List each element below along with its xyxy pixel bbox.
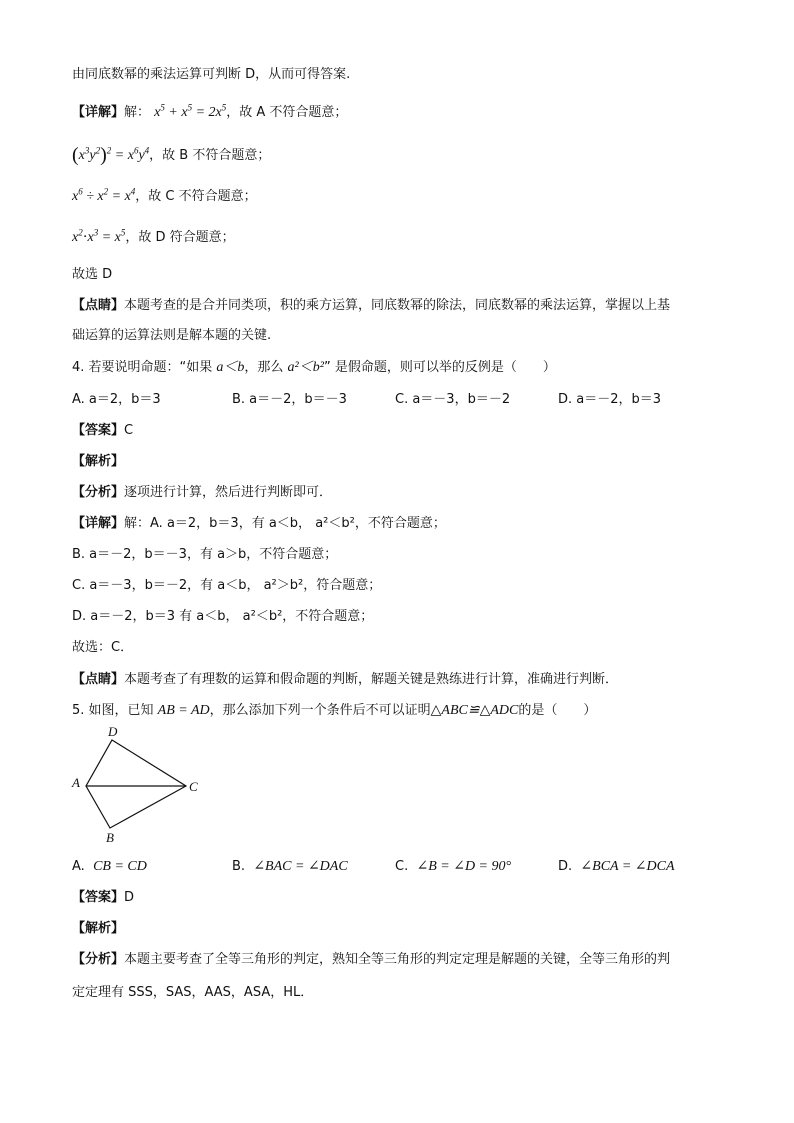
figure-outline <box>86 740 186 828</box>
option-letter: D. <box>558 859 573 874</box>
q3-detail-c <box>72 188 257 206</box>
q5-option-c <box>395 858 511 876</box>
q3-d-text: ，故 D 符合题意； <box>125 230 235 245</box>
q4-detail-2: B. a＝－2，b＝－3，有 a＞b，不符合题意； <box>72 547 338 562</box>
q4-detail-4: D. a＝－2，b＝3 有 a＜b， a²＜b²，不符合题意； <box>72 609 374 624</box>
q4-stem-a: 4. 若要说明命题：“如果 <box>72 360 217 375</box>
q4-comment <box>72 671 618 689</box>
q3-comment-1 <box>72 297 670 315</box>
comment-text: 本题考查的是合并同类项，积的乘方运算，同底数幂的除法，同底数幂的乘法运算，掌握以上基 <box>124 298 671 313</box>
analysis-text: 逐项进行计算，然后进行判断即可． <box>124 485 333 500</box>
option-expr: ∠BCA = ∠DCA <box>580 859 675 874</box>
q5-answer <box>72 889 134 907</box>
option-letter: B. <box>232 859 246 874</box>
q3-choose: 故选 D <box>72 267 113 282</box>
q5-option-d <box>558 858 675 876</box>
q4-cond1: a＜b <box>216 360 245 375</box>
q4-choose: 故选：C． <box>72 640 134 655</box>
detail-text: 解：A. a＝2，b＝3，有 a＜b， a²＜b²，不符合题意； <box>124 516 446 531</box>
option-letter: C. <box>395 859 409 874</box>
label-d: D <box>108 724 118 739</box>
q4-analysis <box>72 484 332 502</box>
option-expr: CB = CD <box>93 859 147 874</box>
quadrilateral-figure <box>68 724 218 844</box>
q5-option-a <box>72 858 147 876</box>
q3-line1: 由同底数幂的乘法运算可判断 D，从而可得答案. <box>72 67 351 82</box>
formula-d: $x^2\cdot x^3 = x^5$ <box>72 227 126 245</box>
q4-option-a: A. a＝2，b＝3 <box>72 392 161 407</box>
label-a: A <box>72 775 80 790</box>
q4-stem-b: ，那么 <box>244 360 288 375</box>
q5-stem-tri: △ABC≌△ADC <box>430 703 519 718</box>
option-expr: ∠B = ∠D = 90° <box>416 859 512 874</box>
analysis-tag: 【分析】 <box>72 485 125 500</box>
detail-prefix: 解： <box>124 105 151 120</box>
detail-tag: 【详解】 <box>72 516 125 531</box>
option-letter: A. <box>72 859 85 874</box>
answer-tag: 【答案】 <box>72 890 125 905</box>
answer-value: C <box>124 423 134 438</box>
option-expr: ∠BAC = ∠DAC <box>253 859 348 874</box>
comment-text: 本题考查了有理数的运算和假命题的判断，解题关键是熟练进行计算，准确进行判断． <box>124 672 619 687</box>
q5-stem-a: 5. 如图，已知 <box>72 703 158 718</box>
q4-cond2: a²＜b² <box>287 360 324 375</box>
comment-tag: 【点睛】 <box>72 672 125 687</box>
q5-analysis-1 <box>72 951 670 969</box>
q3-comment-2: 础运算的运算法则是解本题的关键. <box>72 328 272 343</box>
label-b: B <box>106 830 114 844</box>
q3-c-text: ，故 C 不符合题意； <box>135 189 257 204</box>
q4-stem-c: ” 是假命题，则可以举的反例是（ ） <box>323 360 556 375</box>
q5-analysis-tag: 【解析】 <box>72 921 125 936</box>
q5-stem <box>72 702 596 720</box>
q4-detail-3: C. a＝－3，b＝－2，有 a＜b， a²＞b²，符合题意； <box>72 578 382 593</box>
formula-c: $x^6 \div x^2 = x^4$ <box>72 186 136 204</box>
q4-stem <box>72 359 556 377</box>
answer-value: D <box>124 890 135 905</box>
q3-b-text: ，故 B 不符合题意； <box>149 148 271 163</box>
q4-option-d: D. a＝－2，b＝3 <box>558 392 662 407</box>
comment-tag: 【点睛】 <box>72 298 125 313</box>
q3-detail-b <box>72 146 270 165</box>
formula-a: $x^5 + x^5 = 2x^5$ <box>154 102 227 120</box>
q4-analysis-tag: 【解析】 <box>72 454 125 469</box>
q4-option-c: C. a＝－3，b＝－2 <box>395 392 511 407</box>
q3-detail-a <box>72 104 347 122</box>
q5-analysis-2: 定定理有 SSS，SAS，AAS，ASA，HL． <box>72 985 314 1000</box>
analysis-text: 本题主要考查了全等三角形的判定，熟知全等三角形的判定定理是解题的关键，全等三角形的判 <box>124 952 671 967</box>
q5-stem-eq: AB = AD <box>157 703 210 718</box>
detail-tag: 【详解】 <box>72 105 125 120</box>
q4-detail-1 <box>72 515 446 533</box>
q4-option-b: B. a＝－2，b＝－3 <box>232 392 347 407</box>
q5-stem-c: 的是（ ） <box>518 703 597 718</box>
q3-detail-d <box>72 229 235 247</box>
answer-tag: 【答案】 <box>72 423 125 438</box>
analysis-tag: 【分析】 <box>72 952 125 967</box>
label-c: C <box>189 779 198 794</box>
q4-answer <box>72 422 133 440</box>
q5-option-b <box>232 858 348 876</box>
formula-b: $(x^3y^2)^2 = x^6y^4$ <box>72 144 150 166</box>
q5-stem-b: ，那么添加下列一个条件后不可以证明 <box>209 703 431 718</box>
q3-a-text: ，故 A 不符合题意； <box>226 105 348 120</box>
